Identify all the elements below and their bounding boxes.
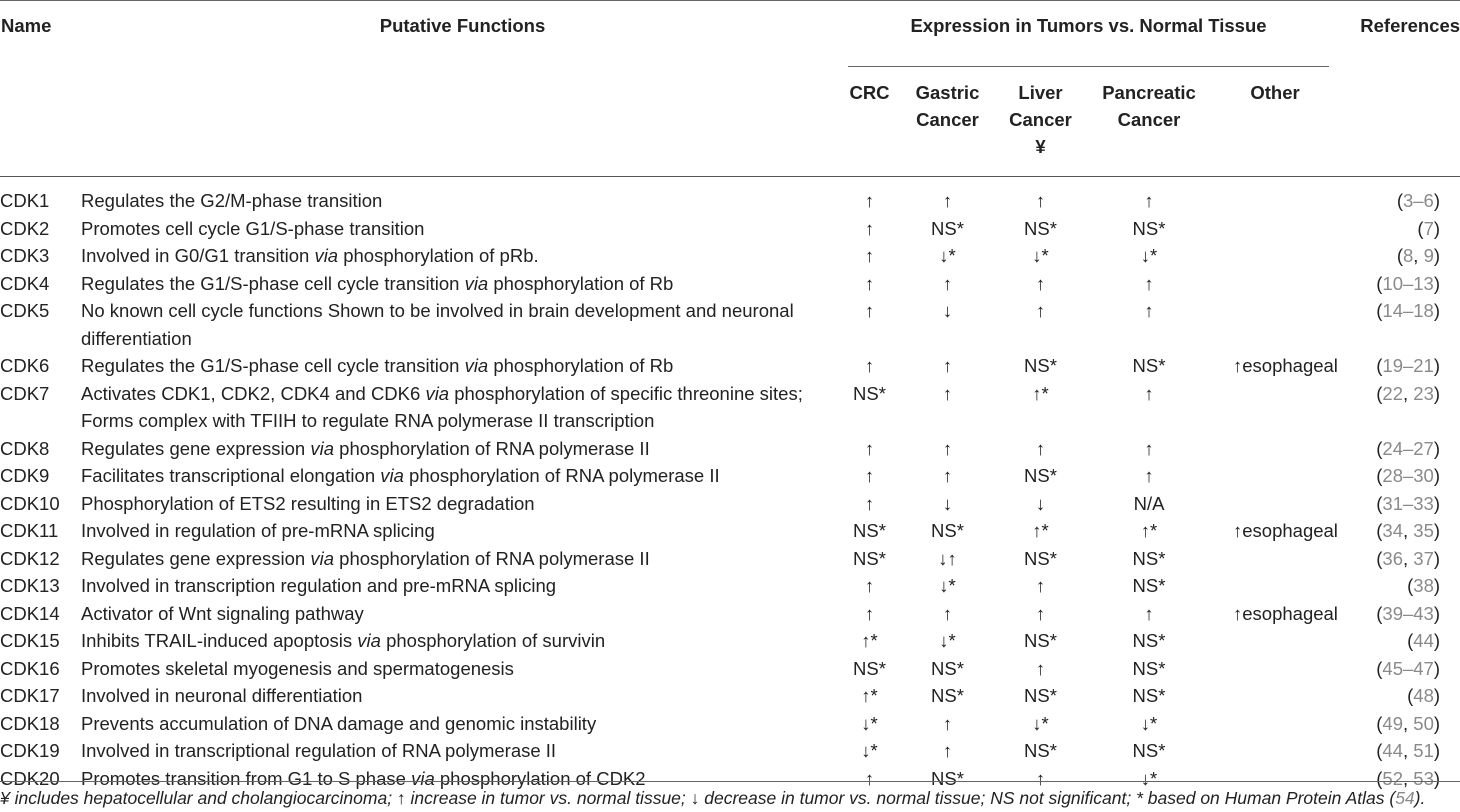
- table-row: [0, 517, 1460, 545]
- table-row: [0, 545, 1460, 573]
- cell-gastric: NS*: [931, 767, 964, 789]
- cell-name: CDK19: [0, 740, 60, 761]
- function-text: Facilitates transcriptional elongation: [81, 465, 381, 486]
- function-text: Involved in regulation of pre-mRNA splicing: [81, 520, 435, 541]
- cell-pancreatic: NS*: [1132, 575, 1166, 596]
- cell-crc: NS*: [853, 657, 886, 679]
- cell-other: [1221, 655, 1329, 683]
- table-header: [0, 1, 1460, 177]
- table-row: [0, 435, 1460, 463]
- footnote-text: ¥ includes hepatocellular and cholangiocarcinoma; ↑ increase in tumor vs. normal tissue; ↓ decrease in tumor vs. normal tissue; NS not significant; * based on Human Protein Atlas (: [0, 788, 1396, 808]
- cell-crc: ↑: [864, 575, 875, 596]
- cell-function: [77, 435, 848, 463]
- table-row: [0, 242, 1460, 270]
- cell-references: (34, 35): [1376, 520, 1441, 541]
- cell-name: CDK14: [0, 602, 60, 624]
- cell-gastric: ↑: [942, 602, 953, 624]
- cell-function: [77, 187, 848, 215]
- cell-gastric: ↑: [942, 465, 953, 486]
- cell-pancreatic: ↑: [1144, 300, 1154, 321]
- cell-gastric: ↑: [942, 382, 953, 404]
- cell-references: (44, 51): [1376, 740, 1441, 761]
- cell-function: [77, 655, 848, 683]
- reference-link[interactable]: 35: [1413, 520, 1434, 541]
- table-row: [0, 270, 1460, 298]
- cell-references: (39–43): [1376, 602, 1441, 624]
- cell-liver: ↑*: [1032, 382, 1049, 404]
- cell-pancreatic: N/A: [1133, 492, 1165, 514]
- cell-pancreatic: NS*: [1132, 740, 1166, 761]
- table-row: [0, 187, 1460, 215]
- cell-pancreatic: ↑: [1144, 465, 1154, 486]
- reference-link[interactable]: 3–6: [1402, 190, 1434, 211]
- cell-references: (3–6): [1396, 190, 1441, 211]
- cell-crc: NS*: [853, 547, 886, 569]
- table-row: [0, 600, 1460, 628]
- cell-other: [1221, 215, 1329, 243]
- cell-pancreatic: NS*: [1132, 685, 1166, 706]
- cell-references: (49, 50): [1376, 712, 1441, 734]
- cell-function: [77, 297, 848, 352]
- reference-link[interactable]: 9: [1423, 245, 1434, 266]
- cell-name: CDK3: [0, 245, 50, 266]
- function-text: No known cell cycle functions Shown to be involved in brain development and neuronal differentiation: [81, 300, 794, 349]
- cell-references: (48): [1407, 685, 1441, 706]
- cell-pancreatic: ↓*: [1140, 712, 1158, 734]
- cell-crc: ↑: [864, 217, 875, 239]
- cell-pancreatic: ↓*: [1140, 245, 1158, 266]
- cell-liver: NS*: [1024, 630, 1057, 651]
- cell-crc: ↓*: [861, 740, 878, 761]
- cell-liver: ↑: [1035, 767, 1046, 789]
- reference-link[interactable]: 36: [1382, 547, 1403, 569]
- function-text: Regulates the G2/M-phase transition: [81, 190, 383, 211]
- cell-crc: ↑: [864, 465, 875, 486]
- table-row: [0, 710, 1460, 738]
- function-text: Involved in transcription regulation and pre-mRNA splicing: [81, 575, 557, 596]
- cell-references: (31–33): [1376, 492, 1441, 514]
- cell-other: [1221, 627, 1329, 655]
- reference-link[interactable]: 28–30: [1382, 465, 1434, 486]
- reference-link[interactable]: 14–18: [1382, 300, 1434, 321]
- cell-function: [77, 462, 848, 490]
- cell-other: ↑esophageal: [1233, 520, 1338, 541]
- function-italic-text: via: [464, 272, 489, 294]
- reference-link[interactable]: 24–27: [1382, 437, 1434, 459]
- cell-references: (10–13): [1376, 272, 1441, 294]
- function-text: Regulates gene expression: [81, 547, 311, 569]
- cell-references: (7): [1417, 217, 1441, 239]
- cell-name: CDK1: [0, 190, 50, 211]
- cell-other: [1221, 572, 1329, 600]
- cell-name: CDK18: [0, 712, 60, 734]
- cell-gastric: NS*: [931, 657, 964, 679]
- cell-crc: ↑: [864, 492, 875, 514]
- cell-other: [1221, 187, 1329, 215]
- function-text: phosphorylation of pRb.: [338, 245, 539, 266]
- cell-crc: ↑*: [861, 630, 878, 651]
- cell-liver: ↑: [1035, 602, 1046, 624]
- table-row: [0, 380, 1460, 435]
- table-body: [0, 177, 1460, 793]
- function-text: phosphorylation of CDK2: [434, 767, 646, 789]
- cell-gastric: ↑: [942, 190, 953, 211]
- cell-other: [1221, 242, 1329, 270]
- cell-name: CDK13: [0, 575, 60, 596]
- cell-other: [1221, 710, 1329, 738]
- cell-references: (44): [1407, 630, 1441, 651]
- cell-pancreatic: ↑: [1144, 602, 1154, 624]
- table-row: [0, 682, 1460, 710]
- cell-crc: NS*: [853, 382, 886, 404]
- cell-gastric: ↓*: [939, 630, 956, 651]
- cell-crc: ↓*: [861, 712, 878, 734]
- cell-gastric: ↓*: [939, 245, 956, 266]
- cell-name: CDK4: [0, 272, 50, 294]
- cell-name: CDK20: [0, 767, 60, 789]
- function-text: phosphorylation of specific threonine sites; Forms complex with TFIIH to regulate RNA polymerase II transcription: [81, 382, 803, 431]
- cell-pancreatic: NS*: [1132, 547, 1166, 569]
- cell-liver: ↑*: [1032, 520, 1049, 541]
- table-row: [0, 215, 1460, 243]
- reference-link[interactable]: 7: [1423, 217, 1434, 239]
- cell-crc: ↑: [864, 602, 875, 624]
- reference-link[interactable]: 48: [1413, 685, 1434, 706]
- cell-function: [77, 627, 848, 655]
- function-text: Activator of Wnt signaling pathway: [81, 602, 364, 624]
- function-italic-text: via: [310, 547, 335, 569]
- cell-crc: ↑: [864, 300, 875, 321]
- cell-liver: ↑: [1035, 657, 1046, 679]
- reference-link[interactable]: 37: [1413, 547, 1434, 569]
- cell-liver: ↓*: [1032, 712, 1049, 734]
- cell-crc: ↑: [864, 767, 875, 789]
- header-expression-group: Expression in Tumors vs. Normal Tissue: [848, 1, 1329, 67]
- cell-pancreatic: ↑: [1144, 382, 1154, 404]
- function-text: Promotes skeletal myogenesis and spermatogenesis: [81, 657, 514, 679]
- table-row: [0, 572, 1460, 600]
- function-italic-text: via: [310, 437, 335, 459]
- header-liver-label: Liver Cancer: [1009, 82, 1072, 130]
- table-row: [0, 462, 1460, 490]
- cell-gastric: ↓*: [939, 575, 956, 596]
- function-text: Phosphorylation of ETS2 resulting in ETS2 degradation: [81, 492, 535, 514]
- reference-link[interactable]: 38: [1413, 575, 1434, 596]
- reference-link[interactable]: 31–33: [1382, 492, 1434, 514]
- cell-pancreatic: NS*: [1132, 657, 1166, 679]
- cell-name: CDK12: [0, 547, 60, 569]
- reference-link[interactable]: 34: [1382, 520, 1403, 541]
- cell-other: ↑esophageal: [1233, 602, 1338, 624]
- header-other: Other: [1250, 82, 1300, 103]
- cell-other: [1221, 490, 1329, 518]
- cell-name: CDK17: [0, 685, 60, 706]
- cell-other: [1221, 380, 1329, 435]
- cell-crc: ↑*: [861, 685, 878, 706]
- cell-pancreatic: ↓*: [1140, 767, 1158, 789]
- function-text: Inhibits TRAIL-induced apoptosis: [81, 630, 358, 651]
- function-text: phosphorylation of RNA polymerase II: [334, 547, 650, 569]
- cell-liver: ↓*: [1032, 245, 1049, 266]
- function-text: Promotes cell cycle G1/S-phase transition: [81, 217, 425, 239]
- cell-function: [77, 710, 848, 738]
- reference-link[interactable]: 44: [1413, 630, 1434, 651]
- function-text: phosphorylation of survivin: [380, 630, 606, 651]
- cell-gastric: NS*: [931, 217, 964, 239]
- cell-function: [77, 545, 848, 573]
- cell-liver: ↓: [1035, 492, 1046, 514]
- cell-pancreatic: ↑: [1144, 272, 1154, 294]
- function-italic-text: via: [314, 245, 339, 266]
- cell-references: (36, 37): [1376, 547, 1441, 569]
- cell-crc: ↑: [864, 245, 875, 266]
- table-row: [0, 490, 1460, 518]
- header-pancreatic: Pancreatic Cancer: [1102, 82, 1196, 130]
- table-row: [0, 737, 1460, 765]
- cell-function: [77, 737, 848, 765]
- cell-crc: ↑: [864, 190, 875, 211]
- cell-function: [77, 352, 848, 380]
- cell-function: [77, 380, 848, 435]
- cell-liver: ↑: [1035, 300, 1046, 321]
- cell-name: CDK15: [0, 630, 60, 651]
- reference-link[interactable]: 44: [1382, 740, 1403, 761]
- reference-link[interactable]: 8: [1402, 245, 1414, 266]
- cell-name: CDK6: [0, 355, 50, 376]
- cell-gastric: ↓: [942, 492, 953, 514]
- cell-references: (8, 9): [1396, 245, 1441, 266]
- cell-other: [1221, 270, 1329, 298]
- function-text: phosphorylation of RNA polymerase II: [403, 465, 720, 486]
- cell-other: [1221, 435, 1329, 463]
- function-italic-text: via: [425, 382, 450, 404]
- reference-link[interactable]: 52: [1382, 767, 1403, 789]
- cell-references: (19–21): [1376, 355, 1441, 376]
- cell-references: (45–47): [1376, 657, 1441, 679]
- cell-gastric: ↑: [942, 712, 953, 734]
- reference-link[interactable]: 49: [1382, 712, 1403, 734]
- cell-other: [1221, 462, 1329, 490]
- cell-pancreatic: ↑: [1144, 437, 1154, 459]
- cell-gastric: ↑: [942, 740, 953, 761]
- cell-name: CDK10: [0, 492, 60, 514]
- function-italic-text: via: [380, 465, 404, 486]
- cell-crc: ↑: [864, 355, 875, 376]
- cell-other: [1221, 737, 1329, 765]
- reference-link[interactable]: 53: [1413, 767, 1434, 789]
- reference-link[interactable]: 22: [1382, 382, 1403, 404]
- header-crc: CRC: [849, 82, 890, 103]
- cell-liver: NS*: [1024, 465, 1057, 486]
- cell-liver: ↑: [1035, 272, 1046, 294]
- function-text: Involved in G0/G1 transition: [81, 245, 315, 266]
- table-footnote: [0, 781, 1460, 809]
- cell-references: (24–27): [1376, 437, 1441, 459]
- cell-name: CDK16: [0, 657, 60, 679]
- function-text: Regulates the G1/S-phase cell cycle transition: [81, 355, 465, 376]
- function-text: Involved in transcriptional regulation of RNA polymerase II: [81, 740, 557, 761]
- cell-crc: ↑: [864, 437, 875, 459]
- function-text: phosphorylation of RNA polymerase II: [334, 437, 650, 459]
- header-liver-mark: ¥: [1035, 136, 1046, 157]
- footnote-end: ).: [1414, 788, 1426, 808]
- function-text: Promotes transition from G1 to S phase: [81, 767, 412, 789]
- reference-link[interactable]: 23: [1413, 382, 1434, 404]
- function-text: Activates CDK1, CDK2, CDK4 and CDK6: [81, 382, 426, 404]
- header-references: References: [1329, 1, 1460, 177]
- cell-liver: ↑: [1035, 575, 1046, 596]
- cell-gastric: ↑: [942, 272, 953, 294]
- cell-liver: ↑: [1035, 437, 1046, 459]
- cell-pancreatic: NS*: [1132, 355, 1166, 376]
- cell-function: [77, 517, 848, 545]
- function-italic-text: via: [411, 767, 435, 789]
- cell-function: [77, 270, 848, 298]
- cell-function: [77, 600, 848, 628]
- cell-pancreatic: ↑: [1144, 190, 1154, 211]
- cell-references: (22, 23): [1376, 382, 1441, 404]
- cell-liver: NS*: [1024, 547, 1057, 569]
- cell-pancreatic: ↑*: [1140, 520, 1158, 541]
- header-name: Name: [0, 1, 77, 177]
- cell-other: [1221, 297, 1329, 352]
- cell-function: [77, 572, 848, 600]
- cell-name: CDK11: [0, 520, 59, 541]
- cell-gastric: ↓: [942, 300, 953, 321]
- footnote-reference-link[interactable]: 54: [1395, 788, 1415, 808]
- reference-link[interactable]: 39–43: [1382, 602, 1434, 624]
- cell-liver: ↑: [1035, 190, 1046, 211]
- table-row: [0, 655, 1460, 683]
- table-row: [0, 627, 1460, 655]
- reference-link[interactable]: 45–47: [1382, 657, 1434, 679]
- cell-function: [77, 490, 848, 518]
- function-text: Prevents accumulation of DNA damage and genomic instability: [81, 712, 597, 734]
- cell-references: (52, 53): [1376, 767, 1441, 789]
- cell-gastric: ↑: [942, 355, 953, 376]
- cell-liver: NS*: [1024, 685, 1057, 706]
- reference-link[interactable]: 50: [1413, 712, 1434, 734]
- function-italic-text: via: [357, 630, 381, 651]
- cell-liver: NS*: [1024, 217, 1057, 239]
- cell-name: CDK7: [0, 382, 50, 404]
- cell-references: (14–18): [1376, 300, 1441, 321]
- cell-other: [1221, 682, 1329, 710]
- function-text: phosphorylation of Rb: [488, 355, 674, 376]
- cell-name: CDK2: [0, 217, 50, 239]
- cell-liver: NS*: [1024, 740, 1057, 761]
- table-row: [0, 297, 1460, 352]
- reference-link[interactable]: 10–13: [1382, 272, 1434, 294]
- header-gastric: Gastric Cancer: [915, 82, 980, 130]
- cell-gastric: NS*: [931, 520, 964, 541]
- cell-name: CDK9: [0, 465, 50, 486]
- reference-link[interactable]: 19–21: [1382, 355, 1434, 376]
- function-text: Involved in neuronal differentiation: [81, 685, 363, 706]
- header-liver: [1004, 67, 1077, 177]
- cell-liver: NS*: [1024, 355, 1057, 376]
- cell-gastric: ↑: [942, 437, 953, 459]
- table-row: [0, 352, 1460, 380]
- cell-pancreatic: NS*: [1132, 630, 1166, 651]
- header-functions: Putative Functions: [77, 1, 848, 177]
- function-text: Regulates the G1/S-phase cell cycle transition: [81, 272, 465, 294]
- cell-references: (28–30): [1376, 465, 1441, 486]
- cell-crc: ↑: [864, 272, 875, 294]
- cell-function: [77, 682, 848, 710]
- cell-crc: NS*: [853, 520, 886, 541]
- cell-function: [77, 215, 848, 243]
- function-italic-text: via: [464, 355, 489, 376]
- cell-name: CDK5: [0, 300, 50, 321]
- cell-pancreatic: NS*: [1132, 217, 1166, 239]
- cell-function: [77, 242, 848, 270]
- cell-gastric: NS*: [931, 685, 964, 706]
- reference-link[interactable]: 51: [1413, 740, 1434, 761]
- cell-other: ↑esophageal: [1233, 355, 1338, 376]
- cell-other: [1221, 545, 1329, 573]
- cell-name: CDK8: [0, 437, 50, 459]
- function-text: Regulates gene expression: [81, 437, 311, 459]
- function-text: phosphorylation of Rb: [488, 272, 674, 294]
- cell-gastric: ↓↑: [938, 547, 957, 569]
- cell-references: (38): [1407, 575, 1441, 596]
